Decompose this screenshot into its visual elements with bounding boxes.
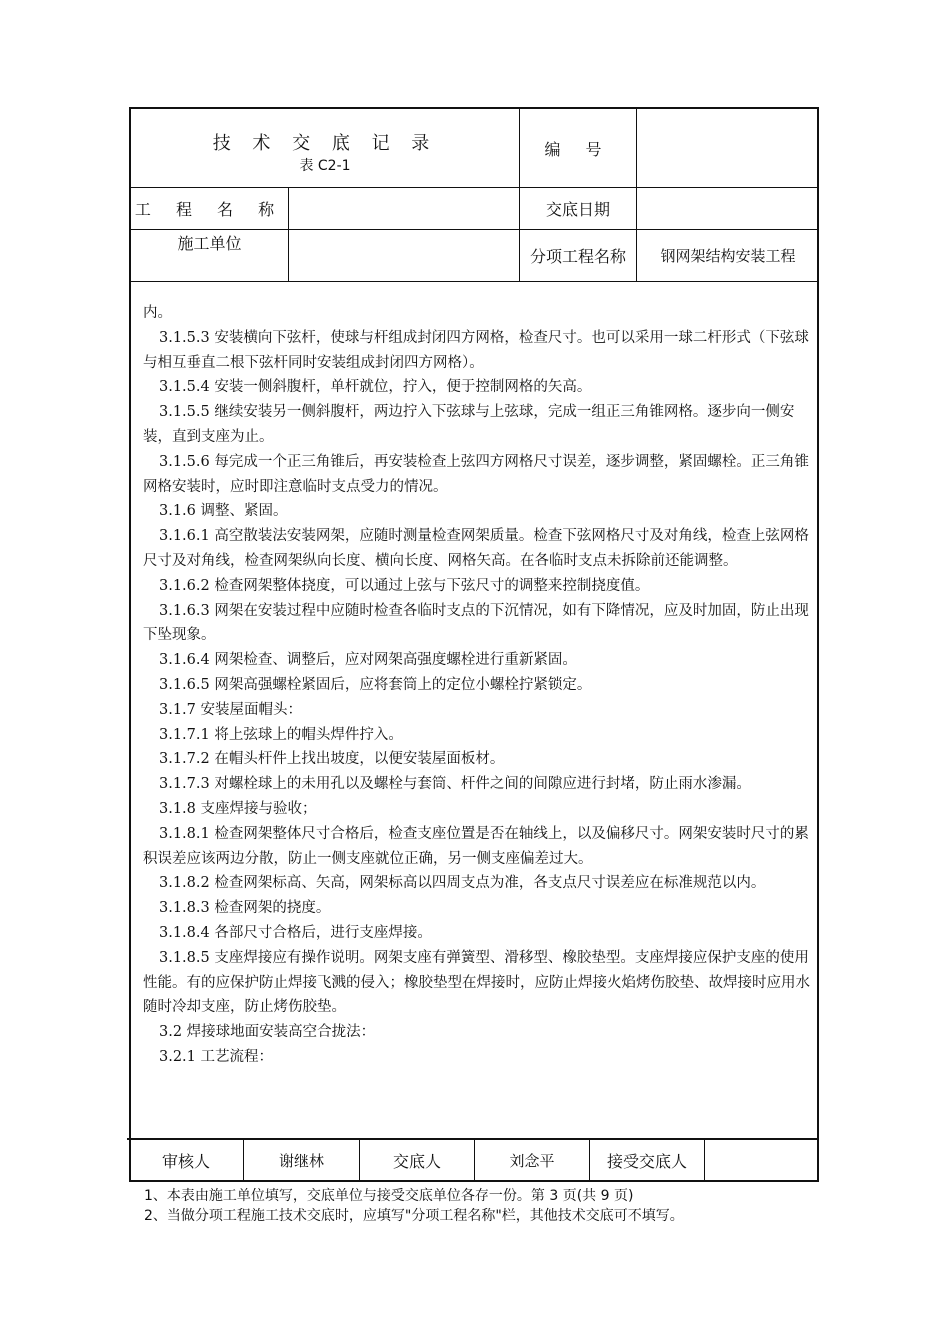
construction-unit-label: 施工单位 [177, 233, 242, 253]
discloser-label: 交底人 [392, 1151, 441, 1171]
content-paragraph: 3.1.6.4 网架检查、调整后，应对网架高强度螺栓进行重新紧固。 [159, 652, 577, 669]
subproject-label: 分项工程名称 [529, 247, 626, 266]
content-paragraph: 3.1.6.3 网架在安装过程中应随时检查各临时支点的下沉情况，如有下降情况，应及时加固，防止出现下坠现象。 [143, 602, 809, 644]
content-paragraph: 3.1.7.3 对螺栓球上的未用孔以及螺栓与套筒、杆件之间的间隙应进行封堵，防止雨水渗漏。 [159, 776, 751, 793]
project-name-label: 工 程 名 称 [134, 200, 285, 219]
discloser-value[interactable]: 刘念平 [509, 1151, 555, 1170]
date-value[interactable] [637, 188, 819, 229]
form-code: 表 C2-1 [299, 158, 351, 174]
content-paragraph: 3.1.6 调整、紧固。 [159, 503, 288, 520]
content-paragraph: 3.1.8.2 检查网架标高、矢高，网架标高以四周支点为准，各支点尺寸误差应在标准规范以内。 [159, 875, 766, 892]
reviewer-value[interactable]: 谢继林 [278, 1151, 324, 1170]
content-paragraph: 3.1.7.2 在帽头杆件上找出坡度，以便安装屋面板材。 [159, 751, 505, 768]
content-paragraph: 3.1.5.5 继续安装另一侧斜腹杆，两边拧入下弦球与上弦球，完成一组正三角锥网格。逐步向一侧安装，直到支座为止。 [143, 404, 795, 445]
subproject-value[interactable]: 钢网架结构安装工程 [660, 247, 796, 265]
project-name-value[interactable] [289, 188, 519, 229]
content-paragraph: 3.2.1 工艺流程： [159, 1048, 274, 1065]
content-paragraph: 3.1.7 安装屋面帽头： [159, 701, 303, 718]
form-title: 技 术 交 底 记 录 [212, 133, 438, 154]
disclosure-content [143, 301, 817, 1070]
content-paragraph: 3.1.8.5 支座焊接应有操作说明。网架支座有弹簧型、滑移型、橡胶垫型。支座焊接应保护支座的使用性能。有的应保护防止焊接飞溅的侵入；橡胶垫型在焊接时，应防止焊接火焰烤伤胶垫、故焊接时应用水随时冷却支座，防止烤伤胶垫。 [143, 949, 810, 1016]
number-label: 编 号 [544, 139, 612, 159]
content-paragraph: 3.1.6.2 检查网架整体挠度，可以通过上弦与下弦尺寸的调整来控制挠度值。 [159, 577, 650, 594]
receiver-value[interactable] [705, 1138, 817, 1182]
number-value[interactable] [637, 109, 819, 187]
header-divider-3 [131, 281, 817, 282]
construction-unit-value[interactable] [289, 230, 519, 281]
note-line: 2、当做分项工程施工技术交底时，应填写"分项工程名称"栏，其他技术交底可不填写。 [144, 1208, 684, 1224]
content-paragraph: 3.1.8.4 各部尺寸合格后，进行支座焊接。 [159, 924, 432, 941]
signature-row [129, 1138, 819, 1182]
note-line: 1、本表由施工单位填写，交底单位与接受交底单位各存一份。第 3 页(共 9 页) [144, 1188, 634, 1204]
form-notes [144, 1186, 684, 1226]
content-paragraph: 3.1.8.1 检查网架整体尺寸合格后，检查支座位置是否在轴线上，以及偏移尺寸。网架安装时尺寸的累积误差应该两边分散，防止一侧支座就位正确，另一侧支座偏差过大。 [143, 825, 809, 867]
reviewer-label: 审核人 [161, 1151, 210, 1171]
content-paragraph: 内。 [143, 305, 172, 321]
receiver-label: 接受交底人 [606, 1151, 687, 1171]
content-paragraph: 3.1.5.3 安装横向下弦杆，使球与杆组成封闭四方网格，检查尺寸。也可以采用一球二杆形式（下弦球与相互垂直二根下弦杆同时安装组成封闭四方网格）。 [143, 329, 809, 371]
record-form [129, 107, 819, 1182]
content-paragraph: 3.1.5.6 每完成一个正三角锥后，再安装检查上弦四方网格尺寸误差，逐步调整，紧固螺栓。正三角锥网格安装时，应时即注意临时支点受力的情况。 [143, 453, 809, 495]
content-paragraph: 3.1.5.4 安装一侧斜腹杆，单杆就位，拧入，便于控制网格的矢高。 [159, 379, 592, 396]
content-paragraph: 3.1.6.1 高空散装法安装网架，应随时测量检查网架质量。检查下弦网格尺寸及对角线，检查上弦网格尺寸及对角线，检查网架纵向长度、横向长度、网格矢高。在各临时支点未拆除前还能调整。 [143, 528, 809, 569]
date-label: 交底日期 [545, 200, 610, 219]
content-paragraph: 3.1.8 支座焊接与验收； [159, 800, 317, 817]
content-paragraph: 3.1.6.5 网架高强螺栓紧固后，应将套筒上的定位小螺栓拧紧锁定。 [159, 676, 592, 693]
content-paragraph: 3.1.7.1 将上弦球上的帽头焊件拧入。 [159, 726, 403, 743]
content-paragraph: 3.1.8.3 检查网架的挠度。 [159, 900, 331, 917]
content-paragraph: 3.2 焊接球地面安装高空合拢法： [159, 1024, 376, 1041]
